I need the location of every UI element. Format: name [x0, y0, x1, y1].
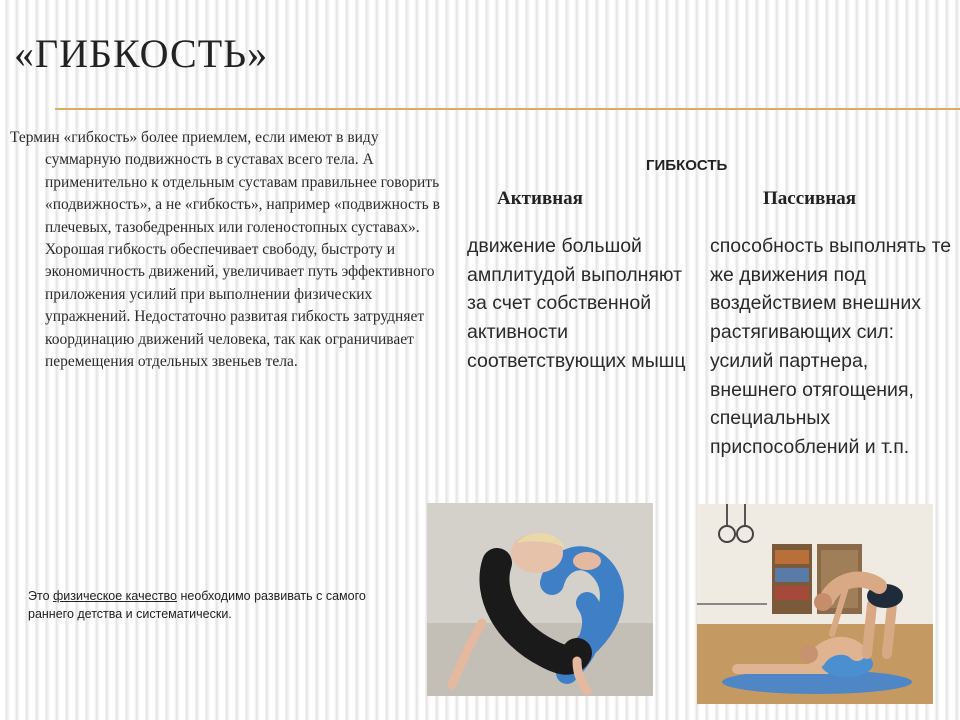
- intro-paragraph: Термин «гибкость» более приемлем, если имеют в виду суммарную подвижность в суставах всего тела. А применительно к отдельным суставам правильнее говорить «подвижность», а не «гибкость», например «подвижность в плечевых, тазобедренных или голеностопных суставах». Хорошая гибкость обеспечивает свободу, быстроту и экономичность движений, увеличивает путь эффективного приложения усилий при выполнении физических упражнений. Недостаточно развитая гибкость затрудняет координацию движений человека, так как ограничивает перемещения отдельных звеньев тела.: [10, 129, 440, 371]
- active-description: движение большой амплитудой выполняют за счет собственной активности соответствующих мышц: [467, 235, 686, 372]
- passive-heading: Пассивная: [763, 188, 857, 209]
- footnote-highlight-link[interactable]: физическое качество: [53, 589, 177, 603]
- footnote: [28, 587, 398, 623]
- partner-stretch-photo: [697, 504, 933, 704]
- section-title: ГИБКОСТЬ: [646, 157, 728, 174]
- footnote-suffix: необходимо развивать с самого раннего детства и систематически.: [28, 589, 366, 621]
- passive-description: способность выполнять те же движения под воздействием внешних растягивающих сил: усилий партнера, внешнего отягощения, специальных приспособлений и т.п.: [710, 235, 952, 458]
- gymnast-backbend-photo: [427, 503, 653, 696]
- partner-stretch-illustration: [697, 504, 933, 704]
- gymnast-backbend-illustration: [427, 503, 653, 696]
- title-divider: [55, 108, 960, 110]
- footnote-prefix: Это: [28, 589, 53, 603]
- active-heading: Активная: [497, 188, 583, 209]
- slide-title: «ГИБКОСТЬ»: [14, 31, 269, 76]
